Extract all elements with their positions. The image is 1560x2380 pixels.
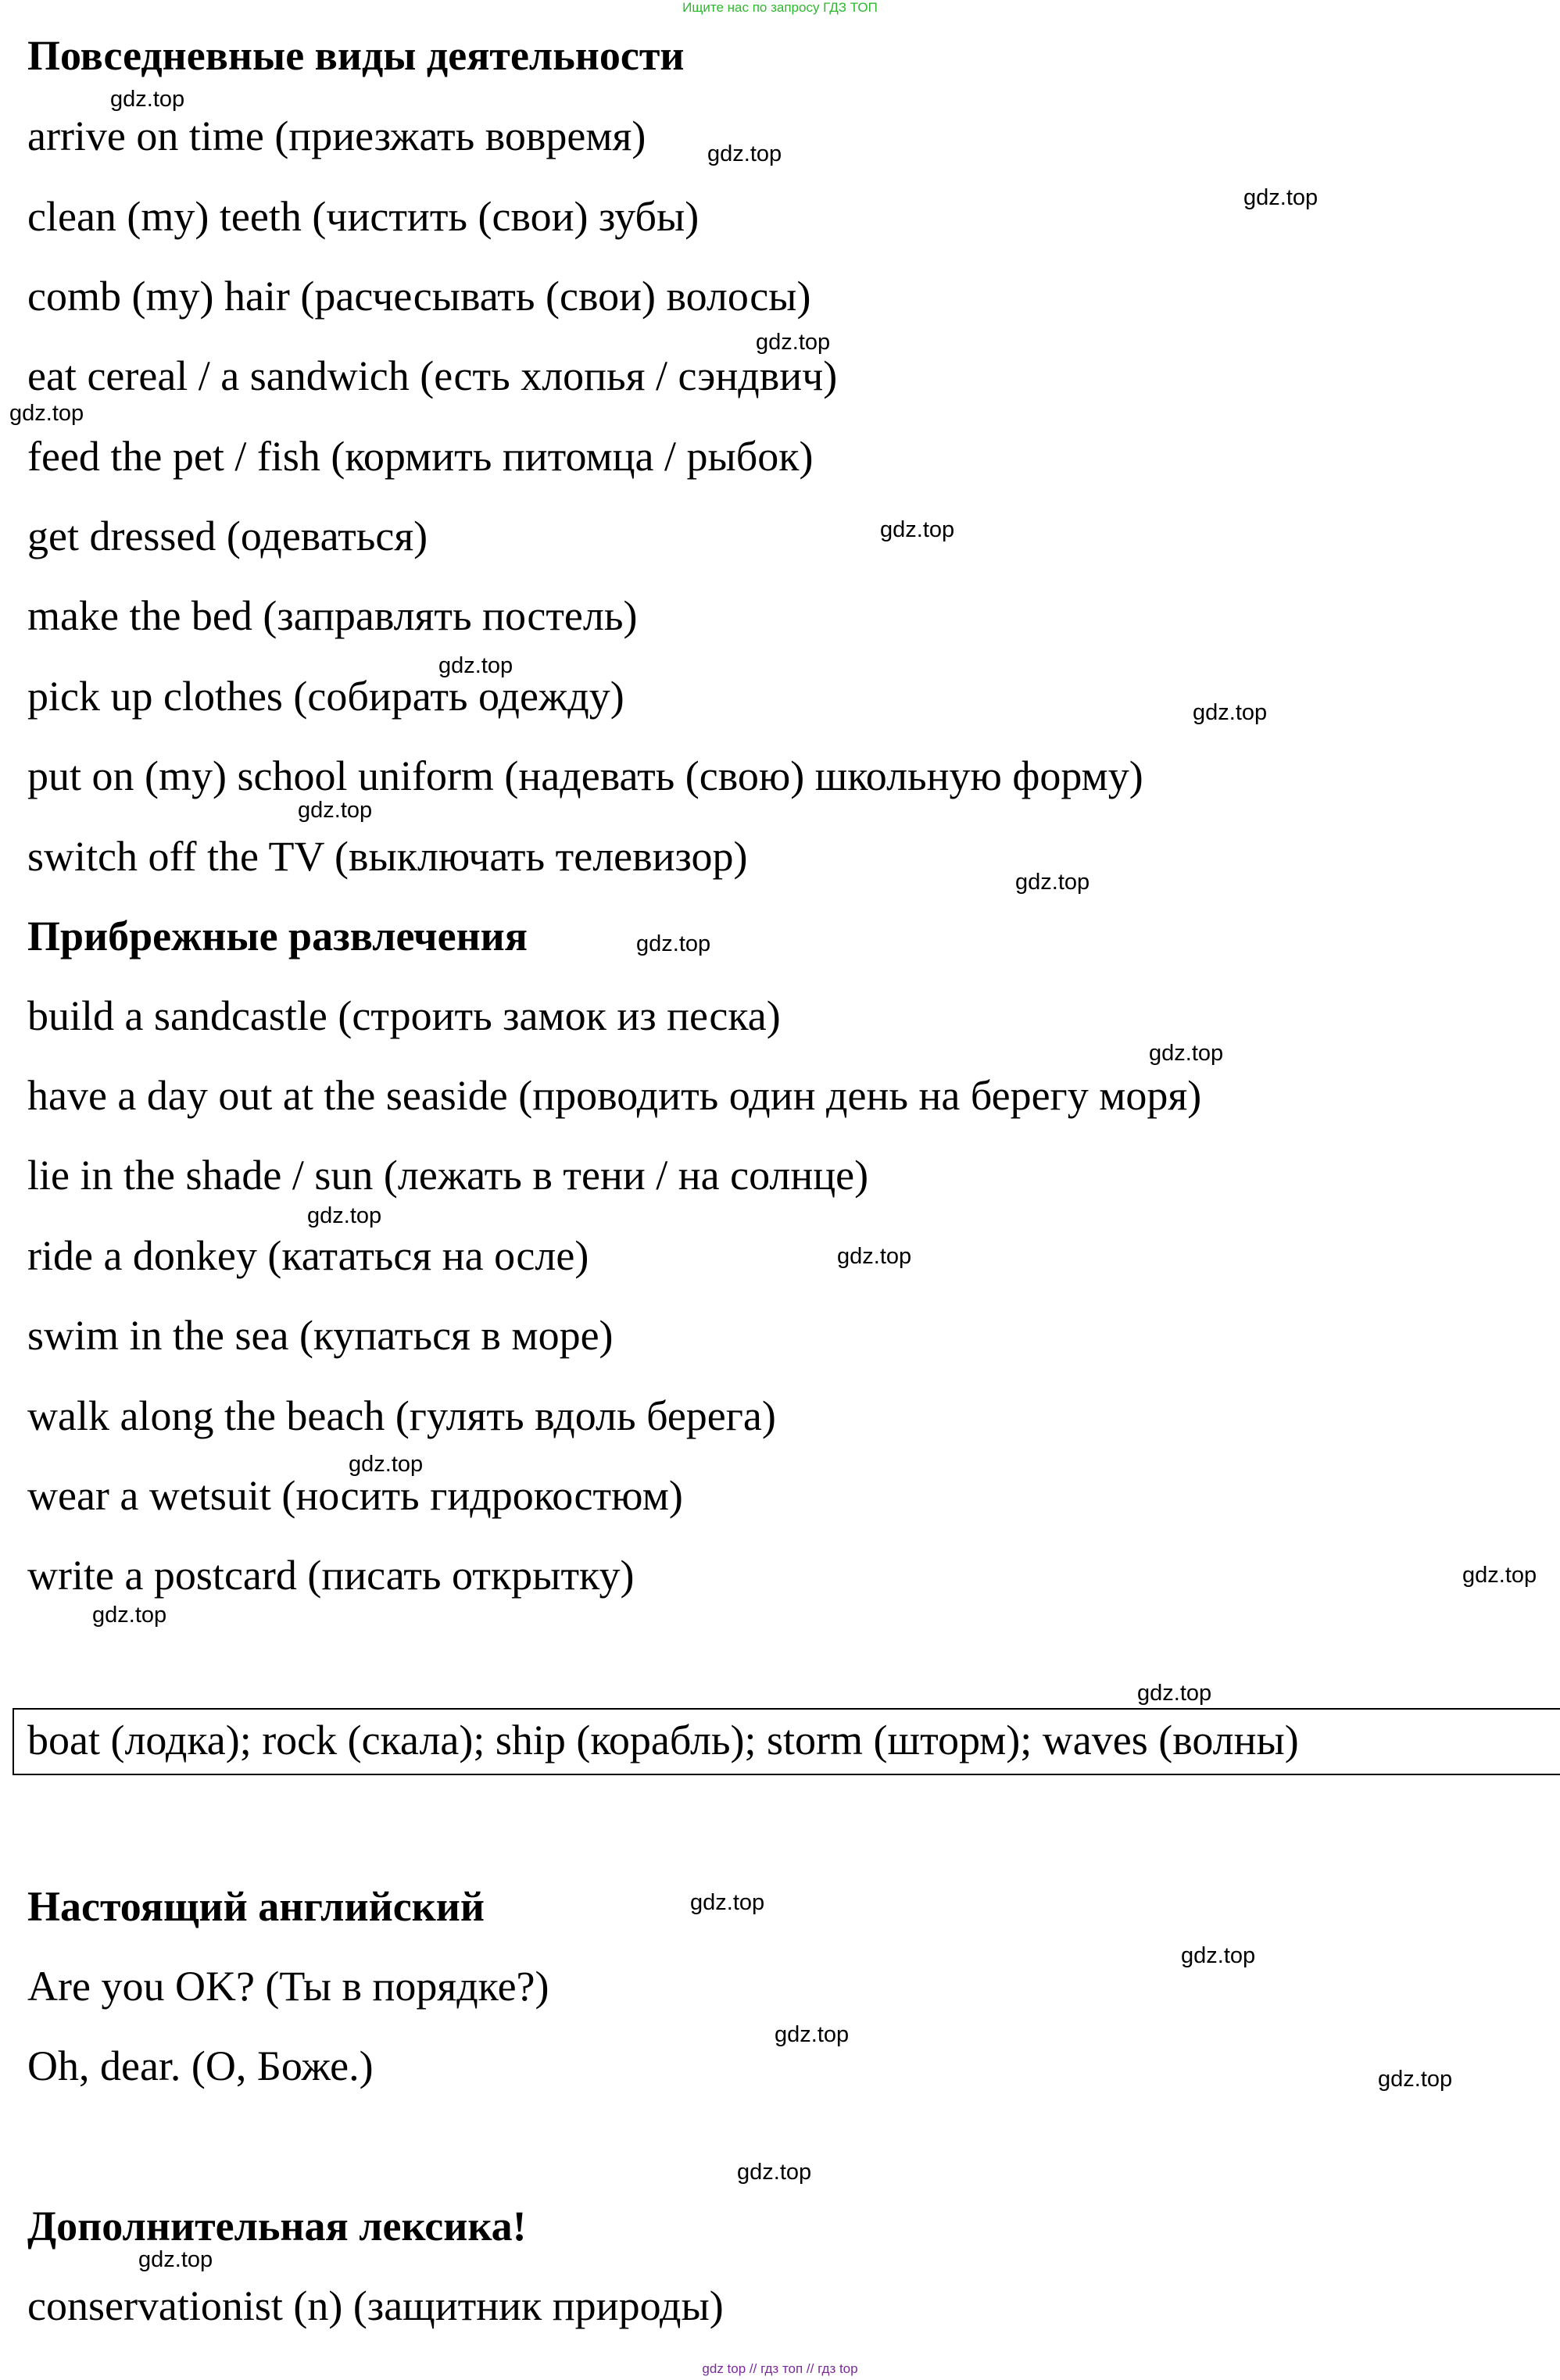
vocab-item: swim in the sea (купаться в море) [27,1312,614,1359]
watermark: gdz.top [9,401,84,426]
watermark: gdz.top [307,1203,382,1228]
watermark: gdz.top [737,2160,812,2185]
boxed-word-list-text: boat (лодка); rock (скала); ship (корабль); storm (шторм); waves (волны) [27,1717,1299,1764]
watermark: gdz.top [1378,2067,1453,2092]
watermark: gdz.top [1015,870,1090,895]
watermark: gdz.top [298,798,373,823]
watermark: gdz.top [690,1890,765,1915]
watermark: gdz.top [92,1603,167,1628]
section-title-extra: Дополнительная лексика! [27,2203,527,2250]
vocab-item: write a postcard (писать открытку) [27,1552,635,1599]
vocab-item: walk along the beach (гулять вдоль берега) [27,1392,776,1439]
vocab-item: make the bed (заправлять постель) [27,592,638,639]
vocab-item: conservationist (n) (защитник природы) [27,2282,724,2329]
vocab-item: comb (my) hair (расчесывать (свои) волосы) [27,273,811,320]
vocab-item: have a day out at the seaside (проводить один день на берегу моря) [27,1072,1202,1119]
watermark: gdz.top [636,931,711,956]
phrase-item: Oh, dear. (О, Боже.) [27,2042,374,2089]
vocab-item: get dressed (одеваться) [27,513,428,559]
watermark: gdz.top [880,517,955,542]
section-title-real-english: Настоящий английский [27,1883,485,1930]
watermark: gdz.top [1243,185,1318,210]
vocab-item: feed the pet / fish (кормить питомца / рыбок) [27,433,814,480]
watermark: gdz.top [138,2247,213,2272]
vocab-item: eat cereal / a sandwich (есть хлопья / сэндвич) [27,352,838,399]
section-title-daily: Повседневные виды деятельности [27,32,685,79]
watermark: gdz.top [438,653,513,678]
watermark: gdz.top [775,2022,850,2047]
vocab-item: put on (my) school uniform (надевать (свою) школьную форму) [27,752,1143,799]
vocab-item: switch off the TV (выключать телевизор) [27,833,748,880]
section-title-seaside: Прибрежные развлечения [27,913,528,960]
vocab-item: arrive on time (приезжать вовремя) [27,113,646,159]
vocab-item: lie in the shade / sun (лежать в тени / на солнце) [27,1152,869,1199]
watermark: gdz.top [837,1244,912,1269]
watermark: gdz.top [1181,1943,1256,1968]
phrase-item: Are you OK? (Ты в порядке?) [27,1963,549,2010]
watermark: gdz.top [1149,1041,1224,1066]
footer-text: gdz top // гдз топ // гдз top [702,2361,858,2376]
watermark: gdz.top [707,141,782,166]
vocab-item: pick up clothes (собирать одежду) [27,673,624,720]
watermark: gdz.top [1137,1681,1212,1706]
watermark: gdz.top [110,87,185,112]
vocab-item: ride a donkey (кататься на осле) [27,1232,589,1279]
watermark: gdz.top [1462,1563,1537,1588]
watermark: gdz.top [349,1452,424,1477]
vocab-item: build a sandcastle (строить замок из песка) [27,992,781,1039]
top-banner: Ищите нас по запросу ГДЗ ТОП [682,0,878,15]
watermark: gdz.top [1193,700,1268,725]
vocab-item: wear a wetsuit (носить гидрокостюм) [27,1472,683,1519]
watermark: gdz.top [756,330,831,355]
vocab-item: clean (my) teeth (чистить (свои) зубы) [27,193,699,240]
